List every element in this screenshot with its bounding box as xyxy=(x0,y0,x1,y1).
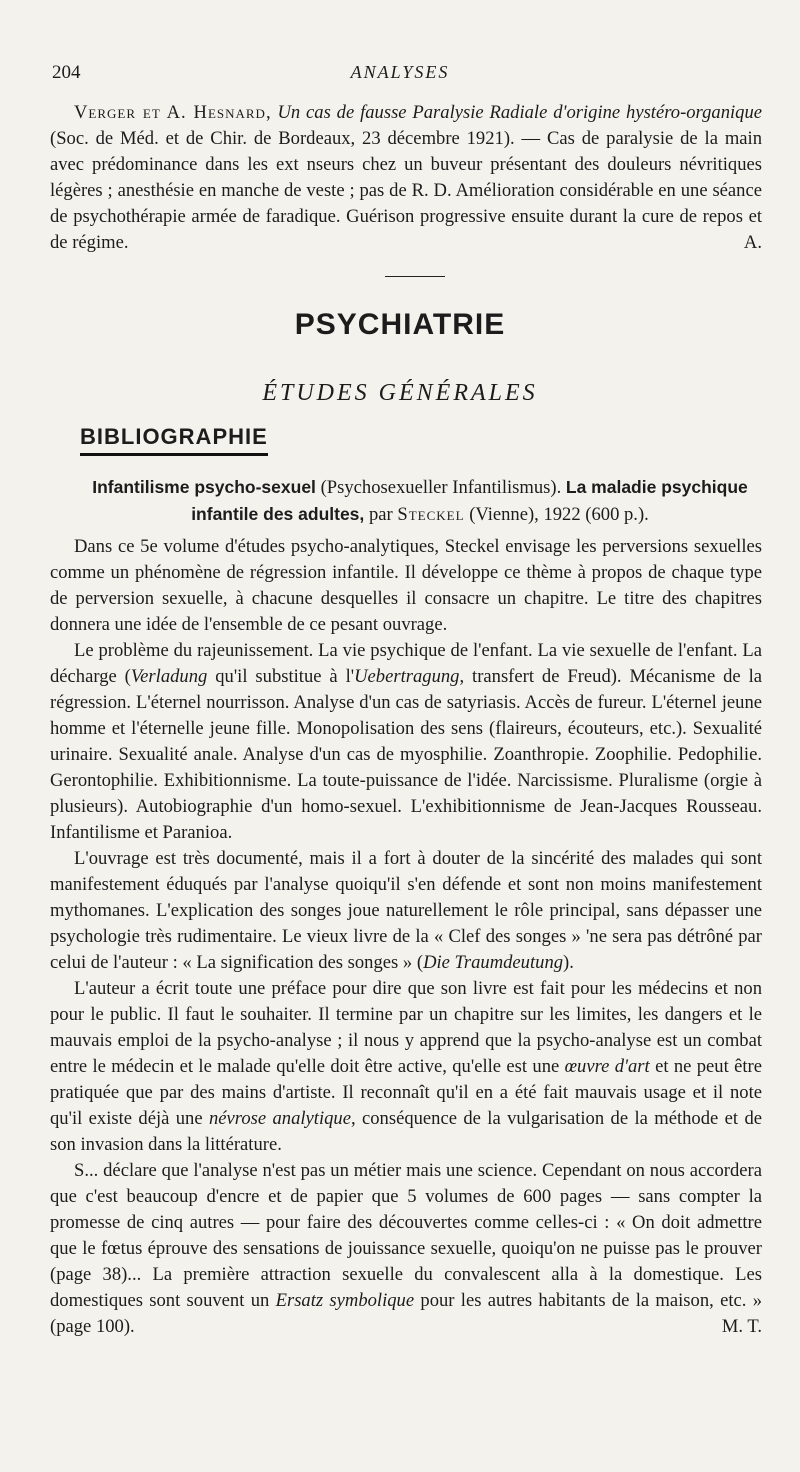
entry-title-plain-1: (Psychosexueller Infantilismus). xyxy=(320,477,562,498)
paragraph-4: L'auteur a écrit toute une préface pour dire que son livre est fait pour les médecins et non pour le public. Il faut le souhaiter. Il termine par un chapitre sur les limites, les dangers et le mauvais emploi de la psycho-analyse ; il nous y apprend que la psycho-analyse est un combat entre le médecin et le malade qu'elle doit être active, qu'elle est une œuvre d'art et ne peut être pratiquée que par des mains d'artiste. Il reconnaît qu'il en a été fait mauvais usage et il note qu'il existe déjà une névrose analytique, conséquence de la vulgarisation de la méthode et de son invasion dans la littérature. xyxy=(50,978,762,1155)
top-entry-text: (Soc. de Méd. et de Chir. de Bordeaux, 23 décembre 1921). — Cas de paralysie de la main avec prédominance dans les ext nseurs chez un buveur présentant des douleurs névritiques légères ; anesthésie en manche de veste ; pas de R. D. Amélioration considérable en une séance de psychothérapie armée de faradique. Guérison progressive ensuite durant la cure de repos et de régime. xyxy=(50,128,762,253)
top-entry-authors: Verger et A. Hesnard, xyxy=(74,102,272,123)
top-entry-signature: A. xyxy=(743,232,762,253)
entry-title-plain-2a: par xyxy=(368,504,393,525)
section-title: PSYCHIATRIE xyxy=(294,308,506,341)
running-title: ANALYSES xyxy=(350,62,450,82)
top-entry xyxy=(50,100,762,256)
entry-title-plain-2b: (Vienne), 1922 (600 p.). xyxy=(469,504,649,525)
review-signature: M. T. xyxy=(721,1316,762,1337)
entry-title-bold-2: La maladie psychique infantile des adultes, xyxy=(191,477,748,524)
entry-title-bold-1: Infantilisme psycho-sexuel xyxy=(92,477,316,497)
bibliography-heading: BIBLIOGRAPHIE xyxy=(80,424,268,456)
paragraph-1: Dans ce 5e volume d'études psycho-analytiques, Steckel envisage les perversions sexuelles comme un phénomène de régression infantile. Il développe ce thème à propos de chaque type de perversion sexuelle, à chacune desquelles il consacre un chapitre. Le titre des chapitres donnera une idée de l'ensemble de ce pesant ouvrage. xyxy=(50,536,762,635)
paragraph-2: Le problème du rajeunissement. La vie psychique de l'enfant. La vie sexuelle de l'enfant. La décharge (Verladung qu'il substitue à l'Uebertragung, transfert de Freud). Mécanisme de la régression. L'éternel nourrisson. Analyse d'un cas de satyriasis. Accès de fureur. L'éternel jeune homme et l'éternelle jeune fille. Monopolisation des sens (flaireurs, écouteurs, etc.). Sexualité urinaire. Sexualité anale. Analyse d'un cas de myosphilie. Zoanthropie. Zoophilie. Pedophilie. Gerontophilie. Exhibitionnisme. La toute-puissance de l'idée. Narcissisme. Pluralisme (orgie à plusieurs). Autobiographie d'un homo-sexuel. L'exhibitionnisme de Jean-Jacques Rousseau. Infantilisme et Paranioa. xyxy=(50,640,762,843)
paragraph-3: L'ouvrage est très documenté, mais il a fort à douter de la sincérité des malades qui sont manifestement éduqués par l'analyse quoiqu'il s'en défende et sont non moins manifestement mythomanes. L'explication des songes joue naturellement le rôle principal, sans dépasser une psychologie très rudimentaire. Le vieux livre de la « Clef des songes » 'ne sera pas détrôné par celui de l'auteur : « La signification des songes » (Die Traumdeutung). xyxy=(50,848,762,973)
subsection-title: ÉTUDES GÉNÉRALES xyxy=(262,380,538,406)
top-entry-title: Un cas de fausse Paralysie Radiale d'origine hystéro-organique xyxy=(277,102,763,123)
paragraph-5: S... déclare que l'analyse n'est pas un métier mais une science. Cependant on nous accordera que c'est beaucoup d'encre et de papier que 5 volumes de 600 pages — sans compter la promesse de cinq autres — pour faire des découvertes comme celles-ci : « On doit admettre que le fœtus éprouve des sensations de jouissance sexuelle, quoiqu'on ne puisse pas le prouver (page 38)... La première attraction sexuelle du convalescent alla à la domestique. Les domestiques sont souvent un Ersatz symbolique pour les autres habitants de la maison, etc. » (page 100). M. T. xyxy=(50,1158,762,1340)
page-number: 204 xyxy=(52,62,81,83)
entry-author: Steckel xyxy=(397,504,465,525)
review-body xyxy=(50,534,762,1340)
review-entry-title xyxy=(78,474,762,528)
section-divider xyxy=(385,276,445,277)
